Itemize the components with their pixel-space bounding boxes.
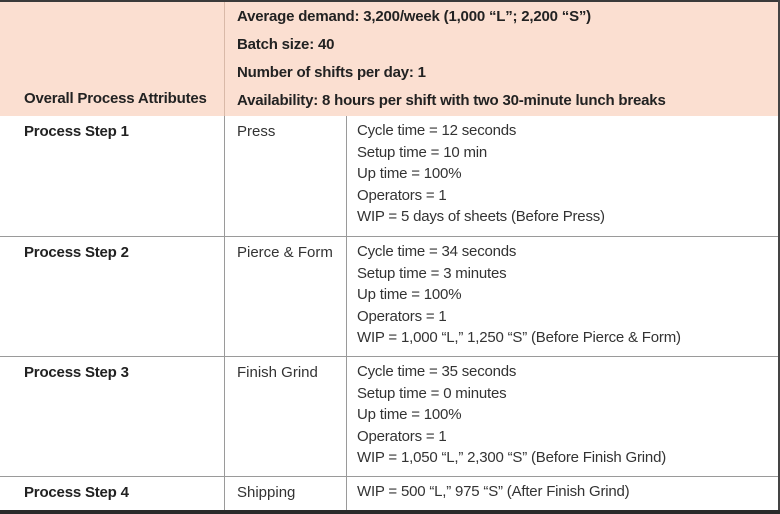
average-demand: Average demand: 3,200/week (1,000 “L”; 2,200 “S”) <box>237 8 591 25</box>
operators: Operators = 1 <box>357 427 447 445</box>
column-divider <box>346 357 347 476</box>
step-details <box>357 122 605 230</box>
bottom-border <box>0 510 780 514</box>
step-details <box>357 243 681 351</box>
header-row <box>0 2 778 116</box>
wip: WIP = 5 days of sheets (Before Press) <box>357 208 605 225</box>
column-divider <box>346 477 347 510</box>
up-time: Up time = 100% <box>357 165 462 182</box>
batch-size: Batch size: 40 <box>237 36 335 53</box>
process-step-row-1 <box>0 116 778 237</box>
setup-time: Setup time = 10 min <box>357 143 488 161</box>
cycle-time: Cycle time = 35 seconds <box>357 363 517 380</box>
wip: WIP = 500 “L,” 975 “S” (After Finish Grind) <box>357 483 630 500</box>
up-time: Up time = 100% <box>357 286 462 303</box>
step-label: Process Step 4 <box>24 484 129 501</box>
column-divider <box>224 237 225 356</box>
header-label: Overall Process Attributes <box>24 90 207 107</box>
column-divider <box>224 477 225 510</box>
step-name: Pierce & Form <box>237 244 333 261</box>
step-label: Process Step 3 <box>24 364 129 381</box>
column-divider <box>346 237 347 356</box>
header-divider <box>224 2 225 116</box>
header-attributes <box>237 8 666 120</box>
step-details <box>357 483 629 505</box>
column-divider <box>224 116 225 236</box>
step-label: Process Step 2 <box>24 244 129 261</box>
step-label: Process Step 1 <box>24 123 129 140</box>
setup-time: Setup time = 3 minutes <box>357 264 507 282</box>
wip: WIP = 1,000 “L,” 1,250 “S” (Before Pierce & Form) <box>357 329 681 346</box>
process-step-row-4 <box>0 477 778 510</box>
availability: Availability: 8 hours per shift with two 30-minute lunch breaks <box>237 92 666 109</box>
step-details <box>357 363 666 471</box>
process-step-row-3 <box>0 357 778 477</box>
shifts-per-day: Number of shifts per day: 1 <box>237 64 426 81</box>
operators: Operators = 1 <box>357 186 447 204</box>
cycle-time: Cycle time = 12 seconds <box>357 122 517 139</box>
operators: Operators = 1 <box>357 307 447 325</box>
up-time: Up time = 100% <box>357 406 462 423</box>
wip: WIP = 1,050 “L,” 2,300 “S” (Before Finish Grind) <box>357 449 667 466</box>
step-name: Finish Grind <box>237 364 318 381</box>
column-divider <box>346 116 347 236</box>
cycle-time: Cycle time = 34 seconds <box>357 243 517 260</box>
column-divider <box>224 357 225 476</box>
step-name: Press <box>237 123 276 140</box>
step-name: Shipping <box>237 484 296 501</box>
setup-time: Setup time = 0 minutes <box>357 384 507 402</box>
process-step-row-2 <box>0 237 778 357</box>
